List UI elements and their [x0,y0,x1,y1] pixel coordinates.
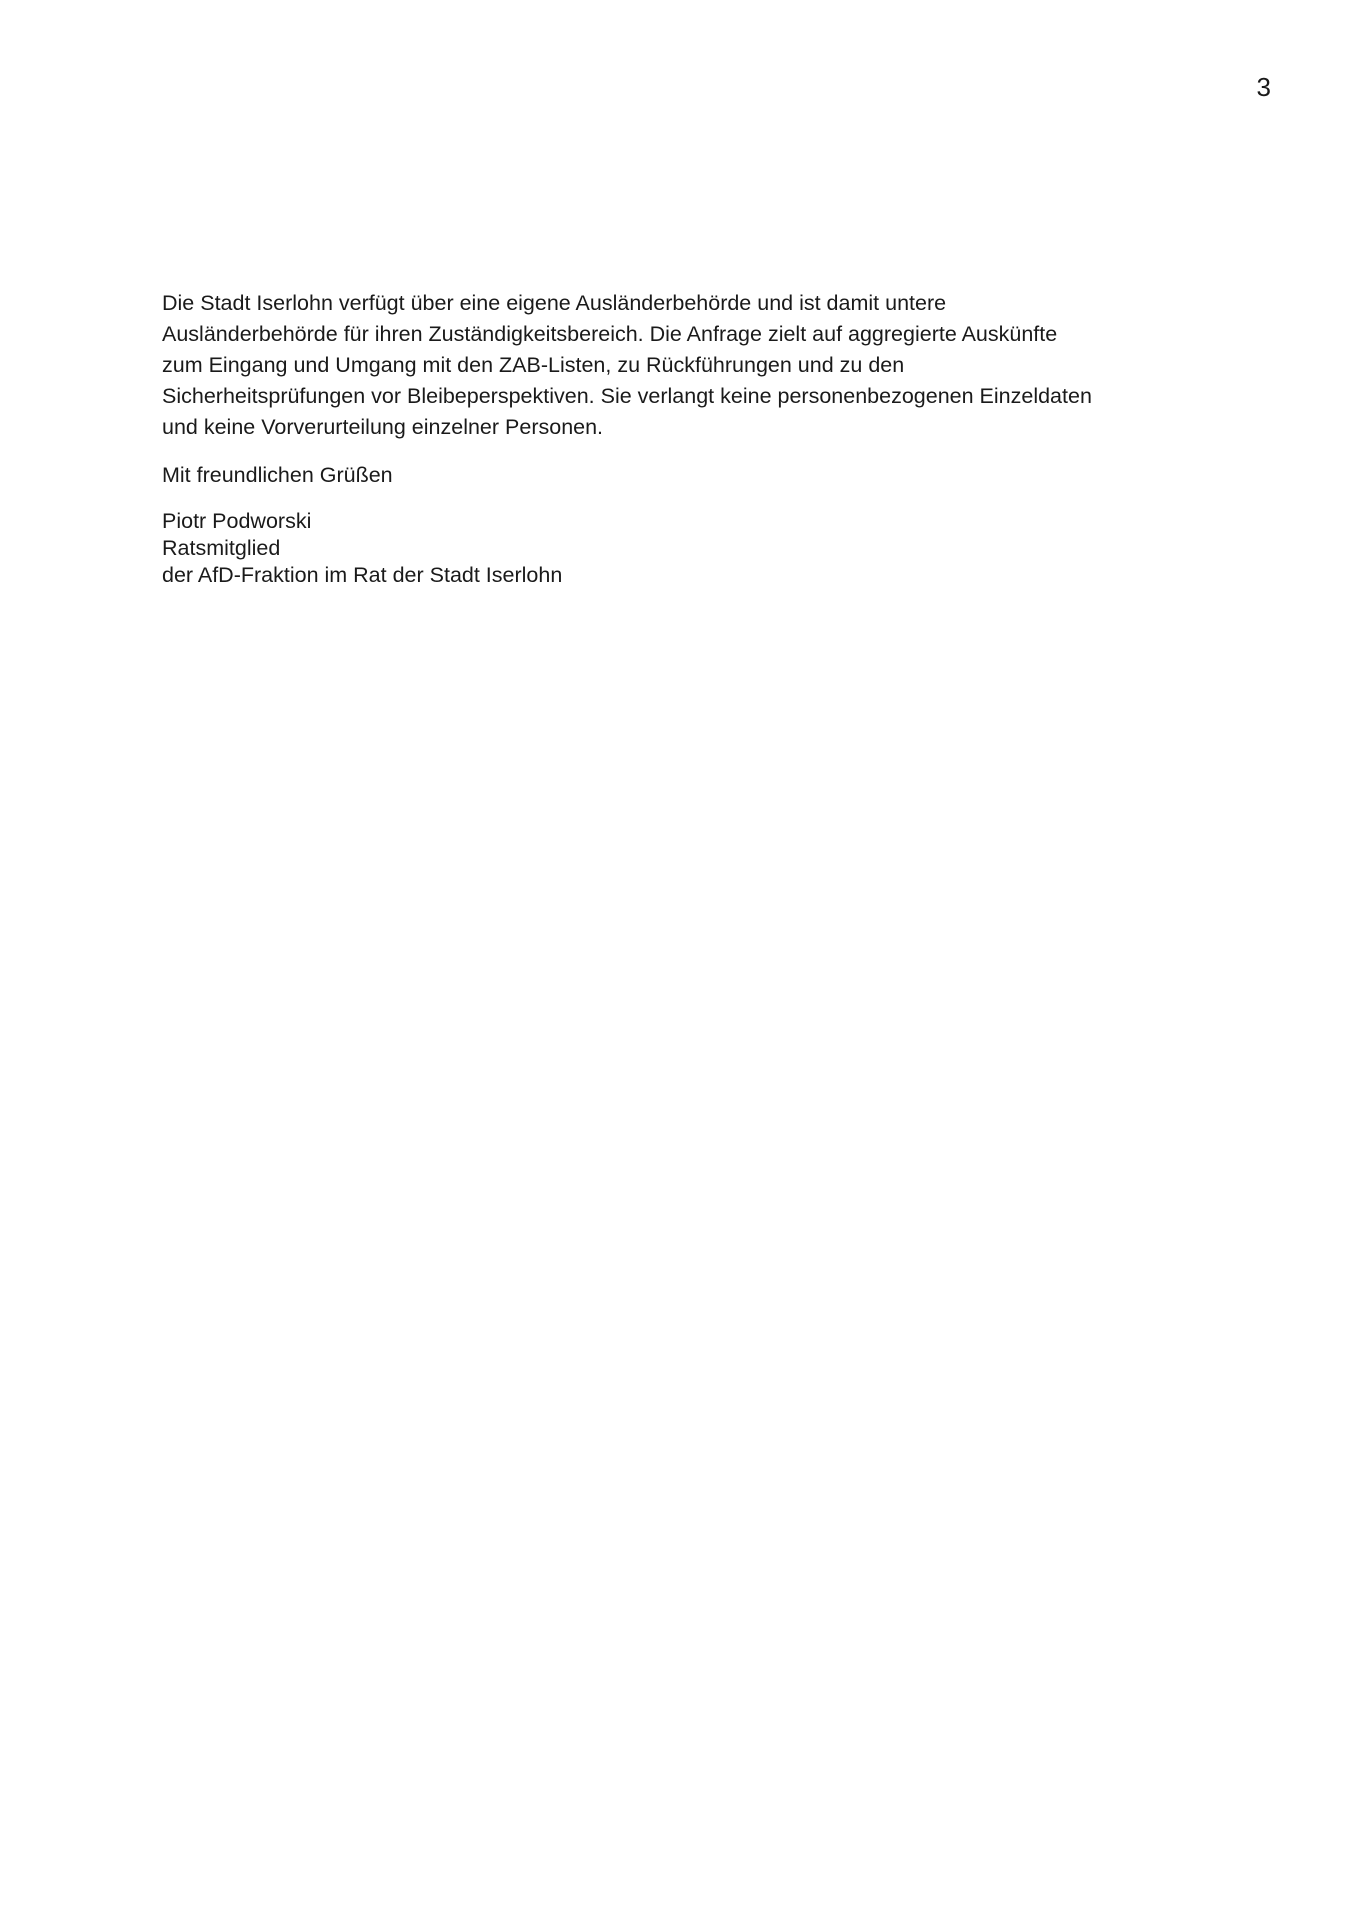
closing-salutation: Mit freundlichen Grüßen [162,463,393,487]
signatory-role: Ratsmitglied [162,536,281,560]
signatory-name: Piotr Podworski [162,509,312,533]
paragraph-line: Ausländerbehörde für ihren Zuständigkeitsbereich. Die Anfrage zielt auf aggregierte Auskünfte [162,322,1058,346]
paragraph-line: Die Stadt Iserlohn verfügt über eine eigene Ausländerbehörde und ist damit untere [162,291,947,315]
letter-body [162,288,1202,589]
paragraph-line: zum Eingang und Umgang mit den ZAB-Listen, zu Rückführungen und zu den [162,353,905,377]
signature-block [162,508,1202,589]
paragraph-line: und keine Vorverurteilung einzelner Personen. [162,415,604,439]
signatory-affiliation: der AfD-Fraktion im Rat der Stadt Iserlohn [162,563,563,587]
main-paragraph [162,288,1202,443]
page-number: 3 [1256,72,1271,102]
paragraph-line: Sicherheitsprüfungen vor Bleibeperspektiven. Sie verlangt keine personenbezogenen Einzeldaten [162,384,1092,408]
